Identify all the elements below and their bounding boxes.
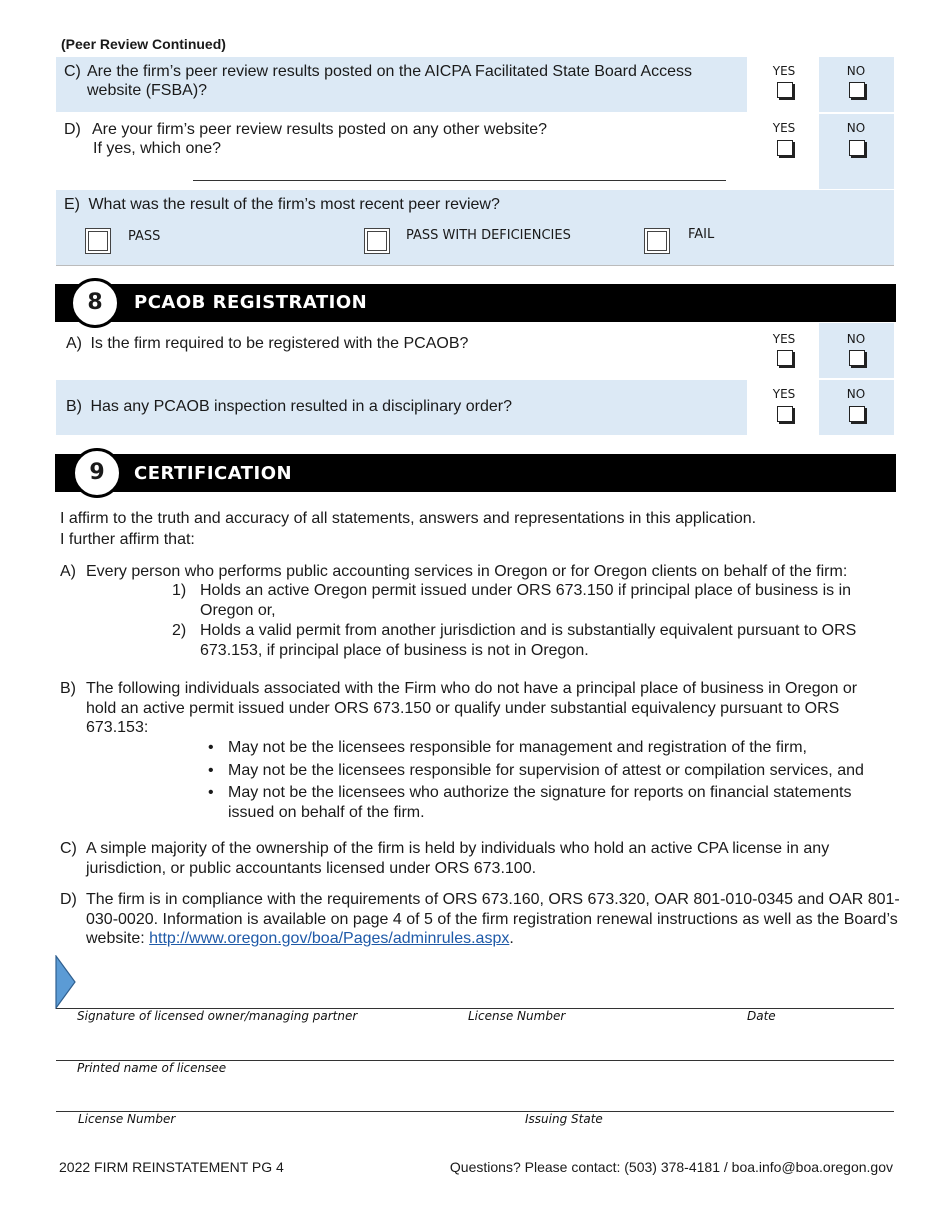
pass-label: PASS [128, 229, 161, 244]
license-number-2-label: License Number [78, 1112, 176, 1126]
s8-a-yes-checkbox[interactable] [777, 350, 793, 366]
fail-checkbox[interactable] [644, 228, 670, 254]
s8-question-a-letter: A) [66, 335, 82, 352]
c-yes-checkbox[interactable] [777, 82, 793, 98]
question-d-text: Are your firm’s peer review results posted on any other website? [92, 121, 548, 138]
cert-intro-2: I further affirm that: [60, 531, 195, 548]
cert-d-text: The firm is in compliance with the requirements of ORS 673.160, ORS 673.320, OAR 801-010-0345 and OAR 801-030-0020. Information is available on page 4 of 5 of the firm registration renewal instructions as well as the Board’s website: [86, 891, 900, 947]
question-e-text: What was the result of the firm’s most recent peer review? [88, 196, 500, 213]
license-state-line[interactable] [56, 1111, 894, 1112]
d-website-line[interactable] [193, 180, 726, 181]
s8-question-a [66, 334, 736, 353]
cert-a-text: Every person who performs public accounting services in Oregon or for Oregon clients on behalf of the firm: [86, 563, 848, 580]
cert-b-bullets [206, 738, 891, 822]
fail-label: FAIL [688, 227, 715, 242]
sign-here-arrow-icon [55, 955, 77, 1009]
cert-d-paragraph [86, 890, 901, 949]
cert-c-letter: C) [60, 840, 77, 857]
s8-b-yes-label: YES [772, 387, 796, 401]
cert-a-letter: A) [60, 563, 76, 580]
question-c-text: Are the firm’s peer review results posted on the AICPA Facilitated State Board Access website (FSBA)? [87, 63, 693, 99]
s8-question-b-text: Has any PCAOB inspection resulted in a disciplinary order? [90, 398, 512, 415]
s8-b-no-label: NO [846, 387, 866, 401]
pass-with-deficiencies-label: PASS WITH DEFICIENCIES [406, 228, 571, 243]
d-no-label: NO [846, 121, 866, 135]
c-yes-label: YES [772, 64, 796, 78]
section-9-title: CERTIFICATION [134, 463, 293, 484]
cert-d-letter: D) [60, 891, 77, 908]
footer-left: 2022 FIRM REINSTATEMENT PG 4 [59, 1159, 284, 1175]
row-e-divider [56, 265, 894, 266]
cert-c-text: A simple majority of the ownership of the firm is held by individuals who hold an active CPA license in any jurisdiction, or public accountants licensed under ORS 673.100. [86, 840, 830, 877]
question-c [64, 62, 744, 100]
license-number-label: License Number [468, 1009, 566, 1023]
question-e [64, 195, 864, 214]
s8-b-yes-checkbox[interactable] [777, 406, 793, 422]
section-8-title: PCAOB REGISTRATION [134, 292, 368, 313]
s8-a-no-label: NO [846, 332, 866, 346]
cert-b-text: The following individuals associated with the Firm who do not have a principal place of business in Oregon or hold an active permit issued under ORS 673.150 or qualify under substantial equivalency pursuant to ORS 673.153: [86, 680, 858, 736]
s8-question-b-letter: B) [66, 398, 82, 415]
cert-b-letter: B) [60, 680, 76, 697]
s8-a-no-checkbox[interactable] [849, 350, 865, 366]
s8-question-a-text: Is the firm required to be registered with the PCAOB? [90, 335, 469, 352]
c-no-label: NO [846, 64, 866, 78]
list-item: • May not be the licensees responsible for management and registration of the firm, [206, 738, 891, 758]
question-d-letter: D) [64, 121, 81, 138]
section-9-number: 9 [72, 448, 122, 498]
pass-checkbox[interactable] [85, 228, 111, 254]
section-8-number: 8 [70, 278, 120, 328]
issuing-state-label: Issuing State [525, 1112, 603, 1126]
date-label: Date [747, 1009, 776, 1023]
s8-a-yes-label: YES [772, 332, 796, 346]
question-d [64, 120, 744, 158]
d-yes-checkbox[interactable] [777, 140, 793, 156]
cert-a-item-2-num: 2) [172, 622, 187, 639]
adminrules-link[interactable]: http://www.oregon.gov/boa/Pages/adminrules.aspx [149, 930, 510, 947]
pass-with-deficiencies-checkbox[interactable] [364, 228, 390, 254]
d-no-checkbox[interactable] [849, 140, 865, 156]
list-item: • May not be the licensees responsible for supervision of attest or compilation services, and [206, 761, 891, 781]
footer-right: Questions? Please contact: (503) 378-4181 / boa.info@boa.oregon.gov [449, 1159, 893, 1175]
signature-label: Signature of licensed owner/managing partner [77, 1009, 358, 1023]
printed-name-label: Printed name of licensee [77, 1061, 227, 1075]
c-no-checkbox[interactable] [849, 82, 865, 98]
question-e-letter: E) [64, 196, 80, 213]
cert-d-after: . [509, 930, 514, 947]
s8-b-no-checkbox[interactable] [849, 406, 865, 422]
cert-a-item-1-num: 1) [172, 582, 187, 599]
cert-a-item-2-text: Holds a valid permit from another jurisdiction and is substantially equivalent pursuant to ORS 673.153, if principal place of business is not in Oregon. [200, 622, 857, 659]
list-item: • May not be the licensees who authorize the signature for reports on financial statements issued on behalf of the firm. [206, 783, 891, 822]
continued-label: (Peer Review Continued) [61, 36, 226, 52]
d-yes-label: YES [772, 121, 796, 135]
s8-question-b [66, 397, 736, 416]
question-c-letter: C) [64, 63, 81, 80]
cert-intro-1: I affirm to the truth and accuracy of all statements, answers and representations in this application. [60, 510, 757, 527]
cert-a-item-1-text: Holds an active Oregon permit issued under ORS 673.150 if principal place of business is in Oregon or, [200, 582, 852, 619]
question-d-subtext: If yes, which one? [93, 140, 222, 157]
